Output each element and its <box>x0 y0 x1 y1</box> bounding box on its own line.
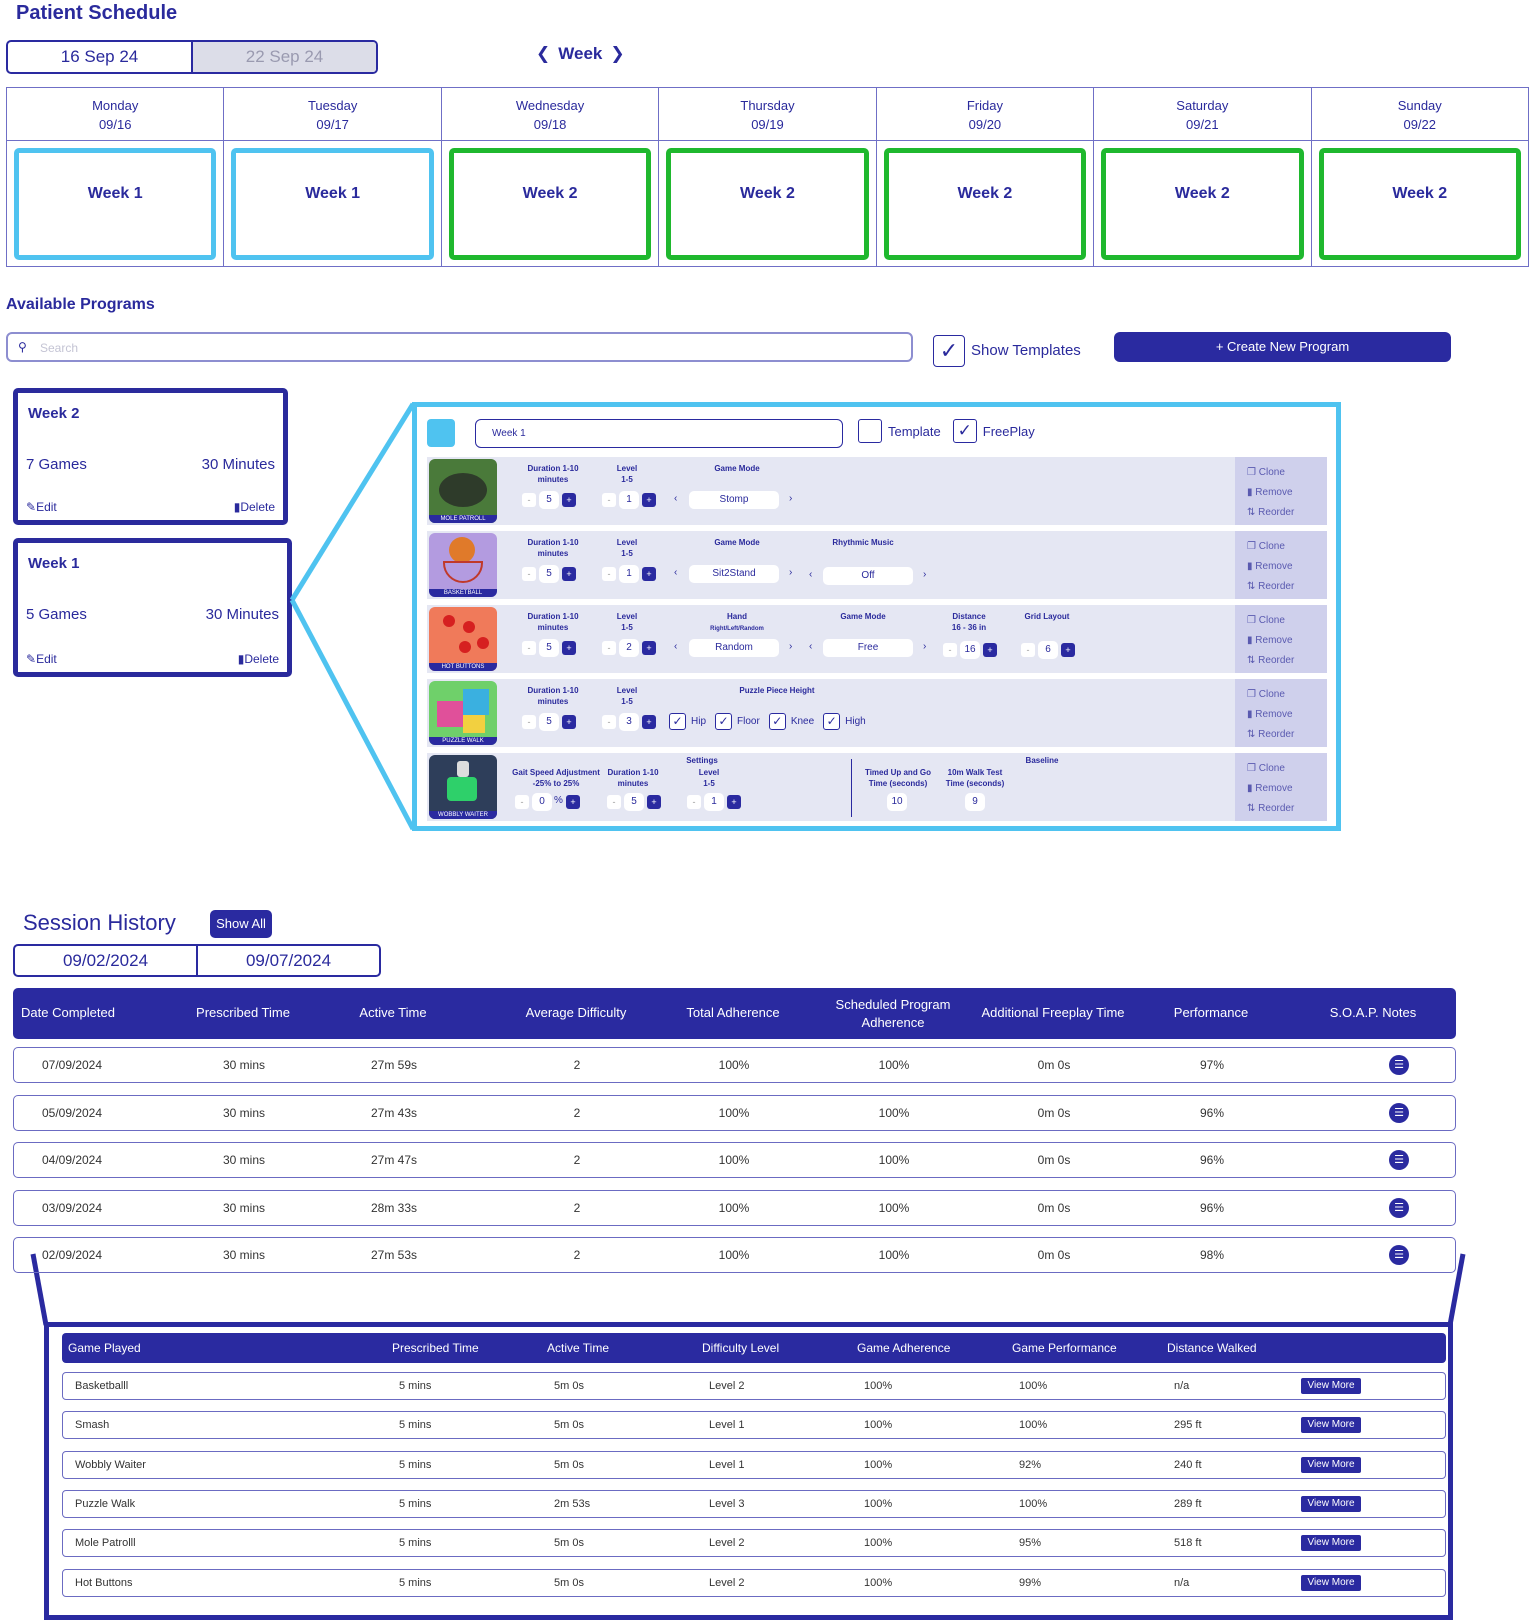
table-cell: 100% <box>864 1458 893 1471</box>
delete-button[interactable]: ▮Delete <box>233 500 275 514</box>
minus-button[interactable]: - <box>602 641 616 655</box>
table-cell: 97% <box>1199 1058 1225 1072</box>
chevron-left-icon[interactable]: ‹ <box>674 493 678 504</box>
table-cell: 0m 0s <box>1037 1058 1071 1072</box>
table-cell: Level 1 <box>709 1419 745 1432</box>
day-date: 09/17 <box>316 117 349 132</box>
program-games: 5 Games <box>26 606 87 623</box>
duration-value[interactable]: 5 <box>539 639 559 657</box>
table-cell: 98% <box>1199 1248 1225 1262</box>
minus-button[interactable]: - <box>1021 643 1035 657</box>
table-cell: 100% <box>878 1105 910 1120</box>
scheduled-program[interactable]: Week 2 <box>666 148 868 260</box>
game-mode-select[interactable]: Free <box>823 639 913 657</box>
table-cell: 03/09/2024 <box>41 1200 103 1215</box>
level-value[interactable]: 3 <box>619 713 639 731</box>
table-row[interactable] <box>13 1095 1456 1131</box>
soap-notes-icon[interactable]: ☰ <box>1389 1150 1409 1170</box>
day-date: 09/21 <box>1186 117 1219 132</box>
clone-button[interactable]: ❐ Clone <box>1247 467 1285 478</box>
column-header[interactable]: Prescribed Time <box>196 1005 290 1020</box>
chevron-right-icon[interactable]: ❯ <box>610 44 625 63</box>
table-cell: Level 1 <box>709 1458 745 1471</box>
freeplay-checkbox[interactable]: ✓ <box>953 419 977 443</box>
show-all-button[interactable]: Show All <box>210 910 272 938</box>
divider <box>851 759 852 817</box>
table-row[interactable] <box>13 1237 1456 1273</box>
table-cell: 2 <box>573 1200 581 1215</box>
table-cell: 05/09/2024 <box>41 1105 103 1120</box>
scheduled-program[interactable]: Week 2 <box>884 148 1086 260</box>
table-cell: 99% <box>1019 1576 1042 1589</box>
remove-button[interactable]: ▮ Remove <box>1247 783 1293 794</box>
from-date[interactable]: 09/02/2024 <box>62 950 149 970</box>
day-date: 09/18 <box>533 117 567 132</box>
table-cell: 5 mins <box>399 1380 432 1392</box>
table-cell: 100% <box>718 1153 750 1167</box>
minus-button[interactable]: - <box>602 567 616 581</box>
table-cell: 96% <box>1199 1105 1225 1120</box>
clone-button[interactable]: ❐ Clone <box>1247 541 1285 552</box>
table-cell: 2 <box>573 1153 581 1167</box>
plus-button[interactable]: + <box>562 715 576 729</box>
list-item[interactable] <box>62 1372 1446 1400</box>
template-label: Template <box>888 423 941 439</box>
table-cell: 96% <box>1199 1200 1225 1215</box>
plus-button[interactable]: + <box>1061 643 1075 657</box>
table-cell: Level 2 <box>709 1537 745 1550</box>
day-name: Saturday <box>1176 98 1229 113</box>
knee-checkbox[interactable]: ✓ <box>769 713 786 730</box>
table-cell: 27m 47s <box>370 1153 418 1167</box>
soap-notes-icon[interactable]: ☰ <box>1389 1245 1409 1265</box>
minus-button[interactable]: - <box>607 795 621 809</box>
table-cell: 100% <box>718 1200 750 1215</box>
hand-select[interactable]: Random <box>689 639 779 657</box>
column-header[interactable]: Scheduled Program Adherence <box>835 997 951 1030</box>
duration-value[interactable]: 5 <box>624 793 644 811</box>
level-value[interactable]: 1 <box>619 565 639 583</box>
scheduled-program[interactable]: Week 2 <box>449 148 651 260</box>
plus-button[interactable]: + <box>566 795 580 809</box>
game-row-mole-patroll: MOLE PATROLL Duration 1-10 minutes Level 1-5 Game Mode - 5 + - 1 + ‹ Stomp › ❐ Clone ▮ Remove ⇅ Reorder <box>427 457 1327 525</box>
table-cell: 5 mins <box>399 1576 432 1589</box>
grid-value[interactable]: 6 <box>1038 641 1058 659</box>
search-placeholder: Search <box>40 341 79 355</box>
column-header[interactable]: Total Adherence <box>686 1005 780 1020</box>
table-row[interactable] <box>13 1047 1456 1083</box>
minus-button[interactable]: - <box>515 795 529 809</box>
table-cell: 0m 0s <box>1037 1105 1071 1120</box>
plus-button[interactable]: + <box>562 493 576 507</box>
program-minutes: 30 Minutes <box>201 456 275 473</box>
soap-notes-icon[interactable]: ☰ <box>1389 1198 1409 1218</box>
table-cell: 100% <box>1019 1497 1048 1510</box>
chevron-right-icon[interactable]: › <box>923 641 927 652</box>
table-cell: 5 mins <box>399 1537 432 1550</box>
table-cell: Wobbly Waiter <box>75 1458 146 1471</box>
game-row-hot-buttons: HOT BUTTONS Duration 1-10 minutes Level 1-5 Hand Right/Left/Random Game Mode Distance 16 - 36 in Grid Layout - 5 + - 2 + ‹ Random › ‹ Free › - 16 + - 6 + ❐ Clone ▮ Remove ⇅ Reorder <box>427 605 1327 673</box>
column-header[interactable]: Active Time <box>359 1005 427 1020</box>
distance-value[interactable]: 16 <box>960 641 980 659</box>
day-date: 09/19 <box>751 117 784 132</box>
table-cell: Mole Patrolll <box>75 1537 136 1550</box>
day-name: Thursday <box>740 98 795 113</box>
table-cell: 02/09/2024 <box>41 1248 103 1262</box>
level-value[interactable]: 2 <box>619 639 639 657</box>
create-program-button[interactable]: + Create New Program <box>1114 332 1451 362</box>
trash-icon: ▮ <box>237 652 245 666</box>
view-more-button[interactable]: View More <box>1301 1457 1361 1473</box>
row-actions <box>1235 753 1327 821</box>
tug-value[interactable]: 10 <box>887 793 907 811</box>
reorder-button[interactable]: ⇅ Reorder <box>1247 655 1295 666</box>
table-cell: 0m 0s <box>1037 1153 1071 1167</box>
day-name: Monday <box>92 98 139 113</box>
column-header[interactable]: Performance <box>1173 1005 1249 1020</box>
table-cell: 30 mins <box>222 1248 266 1262</box>
edit-button[interactable]: ✎Edit <box>26 652 57 666</box>
scheduled-program[interactable]: Week 1 <box>14 148 216 260</box>
table-cell: Level 3 <box>709 1497 745 1510</box>
table-cell: Basketballl <box>75 1380 129 1392</box>
minus-button[interactable]: - <box>602 715 616 729</box>
table-cell: 2 <box>573 1058 581 1072</box>
table-cell: 2 <box>573 1248 581 1262</box>
game-thumbnail: MOLE PATROLL <box>429 459 497 523</box>
table-cell: Smash <box>75 1419 110 1432</box>
column-header[interactable]: Game Played <box>68 1341 141 1355</box>
soap-notes-icon[interactable]: ☰ <box>1389 1055 1409 1075</box>
list-item[interactable] <box>62 1490 1446 1518</box>
table-cell: 5 mins <box>399 1458 432 1471</box>
column-header[interactable]: Active Time <box>547 1341 610 1355</box>
program-minutes: 30 Minutes <box>205 606 279 623</box>
table-cell: 100% <box>864 1537 893 1550</box>
table-cell: Level 2 <box>709 1576 745 1589</box>
column-header[interactable]: S.O.A.P. Notes <box>1329 1005 1417 1020</box>
clone-button[interactable]: ❐ Clone <box>1247 689 1285 700</box>
list-item[interactable] <box>62 1569 1446 1597</box>
day-name: Wednesday <box>515 98 585 113</box>
freeplay-label: FreePlay <box>982 423 1035 439</box>
table-cell: 5 mins <box>399 1419 432 1432</box>
column-header[interactable]: Difficulty Level <box>702 1341 780 1355</box>
search-icon: ⚲ <box>18 340 27 354</box>
section-title: Session History <box>23 910 176 935</box>
duration-value[interactable]: 5 <box>539 565 559 583</box>
day-name: Tuesday <box>307 98 358 113</box>
minus-button[interactable]: - <box>687 795 701 809</box>
game-thumbnail: PUZZLE WALK <box>429 681 497 745</box>
chevron-right-icon[interactable]: › <box>789 567 793 578</box>
plus-button[interactable]: + <box>983 643 997 657</box>
reorder-button[interactable]: ⇅ Reorder <box>1247 581 1295 592</box>
table-cell: 07/09/2024 <box>41 1058 103 1072</box>
template-checkbox[interactable] <box>858 419 882 443</box>
table-cell: 100% <box>718 1058 750 1072</box>
chevron-right-icon[interactable]: › <box>789 641 793 652</box>
delete-button[interactable]: ▮Delete <box>237 652 279 666</box>
row-actions <box>1235 457 1327 525</box>
plus-button[interactable]: + <box>642 567 656 581</box>
start-date[interactable]: 16 Sep 24 <box>60 47 139 66</box>
column-header[interactable]: Average Difficulty <box>525 1005 627 1020</box>
table-cell: 100% <box>864 1380 893 1392</box>
remove-button[interactable]: ▮ Remove <box>1247 709 1293 720</box>
table-cell: 5 mins <box>399 1497 432 1510</box>
game-thumbnail: HOT BUTTONS <box>429 607 497 671</box>
game-row-wobbly-waiter: WOBBLY WAITER Settings Gait Speed Adjustment -25% to 25% Duration 1-10 minutes Level 1-5 - 0 % + - 5 + - 1 + Baseline Timed Up and Go Time (seconds) 10m Walk Test Time (seconds) 10 9 ❐ Clone ▮ Remove ⇅ Reorder <box>427 753 1327 821</box>
edit-button[interactable]: ✎Edit <box>26 500 57 514</box>
plus-button[interactable]: + <box>642 715 656 729</box>
chevron-left-icon[interactable]: ‹ <box>674 567 678 578</box>
clone-button[interactable]: ❐ Clone <box>1247 763 1285 774</box>
game-mode-select[interactable]: Sit2Stand <box>689 565 779 583</box>
table-cell: 100% <box>878 1200 910 1215</box>
table-cell: 100% <box>878 1248 910 1262</box>
floor-checkbox[interactable]: ✓ <box>715 713 732 730</box>
plus-button[interactable]: + <box>642 493 656 507</box>
reorder-button[interactable]: ⇅ Reorder <box>1247 803 1295 814</box>
table-cell: 0m 0s <box>1037 1248 1071 1262</box>
minus-button[interactable]: - <box>522 493 536 507</box>
view-more-button[interactable]: View More <box>1301 1575 1361 1591</box>
plus-button[interactable]: + <box>647 795 661 809</box>
duration-value[interactable]: 5 <box>539 713 559 731</box>
remove-button[interactable]: ▮ Remove <box>1247 635 1293 646</box>
table-cell: 5m 0s <box>554 1458 584 1471</box>
program-name: Week 1 <box>28 555 80 572</box>
minus-button[interactable]: - <box>943 643 957 657</box>
table-cell: 100% <box>864 1497 893 1510</box>
day-name: Friday <box>966 98 1003 113</box>
table-cell: 28m 33s <box>370 1200 418 1215</box>
game-mode-select[interactable]: Stomp <box>689 491 779 509</box>
table-cell: 240 ft <box>1174 1458 1202 1471</box>
level-value[interactable]: 1 <box>704 793 724 811</box>
table-cell: 100% <box>1019 1380 1048 1392</box>
section-title: Available Programs <box>6 296 155 313</box>
list-item[interactable] <box>62 1529 1446 1557</box>
table-cell: 92% <box>1019 1458 1042 1471</box>
percent-label: % <box>554 795 563 806</box>
program-name: Week 2 <box>28 405 80 422</box>
table-cell: Puzzle Walk <box>75 1497 136 1510</box>
view-more-button[interactable]: View More <box>1301 1535 1361 1551</box>
table-cell: 518 ft <box>1174 1537 1202 1550</box>
column-header[interactable]: Distance Walked <box>1167 1341 1257 1355</box>
duration-value[interactable]: 5 <box>539 491 559 509</box>
row-actions <box>1235 531 1327 599</box>
scheduled-program[interactable]: Week 1 <box>231 148 433 260</box>
column-header[interactable]: Game Performance <box>1012 1341 1117 1355</box>
scheduled-program[interactable]: Week 2 <box>1101 148 1303 260</box>
level-value[interactable]: 1 <box>619 491 639 509</box>
table-cell: 30 mins <box>222 1153 266 1167</box>
plus-button[interactable]: + <box>562 567 576 581</box>
table-cell: 295 ft <box>1174 1419 1202 1432</box>
chevron-right-icon[interactable]: › <box>789 493 793 504</box>
table-cell: 5m 0s <box>554 1419 584 1432</box>
remove-button[interactable]: ▮ Remove <box>1247 487 1293 498</box>
table-row[interactable] <box>13 1190 1456 1226</box>
day-date: 09/22 <box>1403 117 1437 132</box>
history-date-range[interactable] <box>13 944 381 977</box>
table-cell: n/a <box>1174 1576 1190 1589</box>
row-actions <box>1235 605 1327 673</box>
table-cell: 100% <box>864 1576 893 1589</box>
minus-button[interactable]: - <box>522 641 536 655</box>
game-row-puzzle-walk: PUZZLE WALK Duration 1-10 minutes Level 1-5 Puzzle Piece Height - 5 + - 3 + ✓ Hip ✓ Floor ✓ Knee ✓ High ❐ Clone ▮ Remove ⇅ Reorder <box>427 679 1327 747</box>
table-cell: 04/09/2024 <box>41 1153 103 1167</box>
table-cell: 2 <box>573 1105 581 1120</box>
pencil-icon: ✎ <box>26 500 37 514</box>
game-row-basketball: BASKETBALL Duration 1-10 minutes Level 1-5 Game Mode Rhythmic Music - 5 + - 1 + ‹ Sit2Stand › ‹ Off › ❐ Clone ▮ Remove ⇅ Reorder <box>427 531 1327 599</box>
table-cell: 27m 43s <box>370 1105 418 1120</box>
view-more-button[interactable]: View More <box>1301 1417 1361 1433</box>
table-cell: Hot Buttons <box>75 1576 133 1589</box>
games-table-header <box>62 1333 1446 1363</box>
view-more-button[interactable]: View More <box>1301 1378 1361 1394</box>
reorder-button[interactable]: ⇅ Reorder <box>1247 507 1295 518</box>
soap-notes-icon[interactable]: ☰ <box>1389 1103 1409 1123</box>
program-editor <box>412 402 1341 831</box>
week-label: Week <box>558 44 603 63</box>
chevron-left-icon[interactable]: ‹ <box>674 641 678 652</box>
column-header[interactable]: Additional Freeplay Time <box>981 1005 1125 1020</box>
clone-button[interactable]: ❐ Clone <box>1247 615 1285 626</box>
chevron-left-icon[interactable]: ‹ <box>809 569 813 580</box>
music-select[interactable]: Off <box>823 567 913 585</box>
game-thumbnail: BASKETBALL <box>429 533 497 597</box>
program-name-input[interactable]: Week 1 <box>475 419 843 448</box>
trash-icon: ▮ <box>233 500 241 514</box>
show-templates-checkbox[interactable]: ✓ <box>933 335 965 367</box>
table-cell: 289 ft <box>1174 1497 1202 1510</box>
list-item[interactable] <box>62 1451 1446 1479</box>
table-cell: 100% <box>878 1058 910 1072</box>
day-date: 09/16 <box>98 117 132 132</box>
walk-value[interactable]: 9 <box>965 793 985 811</box>
table-cell: 100% <box>878 1153 910 1167</box>
table-cell: 2m 53s <box>554 1497 591 1510</box>
chevron-right-icon[interactable]: › <box>923 569 927 580</box>
table-cell: 95% <box>1019 1537 1042 1550</box>
reorder-button[interactable]: ⇅ Reorder <box>1247 729 1295 740</box>
table-cell: 100% <box>864 1419 893 1432</box>
high-checkbox[interactable]: ✓ <box>823 713 840 730</box>
history-table-header <box>13 988 1456 1039</box>
minus-button[interactable]: - <box>522 715 536 729</box>
remove-button[interactable]: ▮ Remove <box>1247 561 1293 572</box>
program-games: 7 Games <box>26 456 87 473</box>
table-cell: 100% <box>1019 1419 1048 1432</box>
minus-button[interactable]: - <box>602 493 616 507</box>
game-thumbnail: WOBBLY WAITER <box>429 755 497 819</box>
show-templates-label: Show Templates <box>971 342 1081 359</box>
column-header[interactable]: Prescribed Time <box>392 1341 479 1355</box>
table-cell: 5m 0s <box>554 1576 584 1589</box>
table-cell: 5m 0s <box>554 1537 584 1550</box>
chevron-left-icon[interactable]: ❮ <box>536 44 551 63</box>
day-date: 09/20 <box>968 117 1002 132</box>
list-item[interactable] <box>62 1411 1446 1439</box>
hip-checkbox[interactable]: ✓ <box>669 713 686 730</box>
view-more-button[interactable]: View More <box>1301 1496 1361 1512</box>
table-cell: 96% <box>1199 1153 1225 1167</box>
table-cell: 27m 59s <box>370 1058 418 1072</box>
plus-button[interactable]: + <box>642 641 656 655</box>
table-cell: 0m 0s <box>1037 1200 1071 1215</box>
table-row[interactable] <box>13 1142 1456 1178</box>
table-cell: 30 mins <box>222 1200 266 1215</box>
chevron-left-icon[interactable]: ‹ <box>809 641 813 652</box>
table-cell: 5m 0s <box>554 1380 584 1392</box>
table-cell: 30 mins <box>222 1058 266 1072</box>
table-cell: 27m 53s <box>370 1248 418 1262</box>
program-color-swatch[interactable] <box>427 419 455 447</box>
row-actions <box>1235 679 1327 747</box>
day-name: Sunday <box>1397 98 1442 113</box>
plus-button[interactable]: + <box>562 641 576 655</box>
page-title: Patient Schedule <box>16 2 178 24</box>
scheduled-program[interactable]: Week 2 <box>1319 148 1521 260</box>
plus-button[interactable]: + <box>727 795 741 809</box>
pencil-icon: ✎ <box>26 652 37 666</box>
gait-value[interactable]: 0 <box>532 793 552 811</box>
table-cell: 30 mins <box>222 1105 266 1120</box>
table-cell: n/a <box>1174 1380 1190 1392</box>
to-date[interactable]: 09/07/2024 <box>196 946 379 975</box>
column-header[interactable]: Game Adherence <box>857 1341 951 1355</box>
table-cell: 100% <box>718 1105 750 1120</box>
end-date[interactable]: 22 Sep 24 <box>191 42 376 72</box>
column-header[interactable]: Date Completed <box>21 1005 115 1020</box>
minus-button[interactable]: - <box>522 567 536 581</box>
table-cell: 100% <box>718 1248 750 1262</box>
table-cell: Level 2 <box>709 1380 745 1392</box>
